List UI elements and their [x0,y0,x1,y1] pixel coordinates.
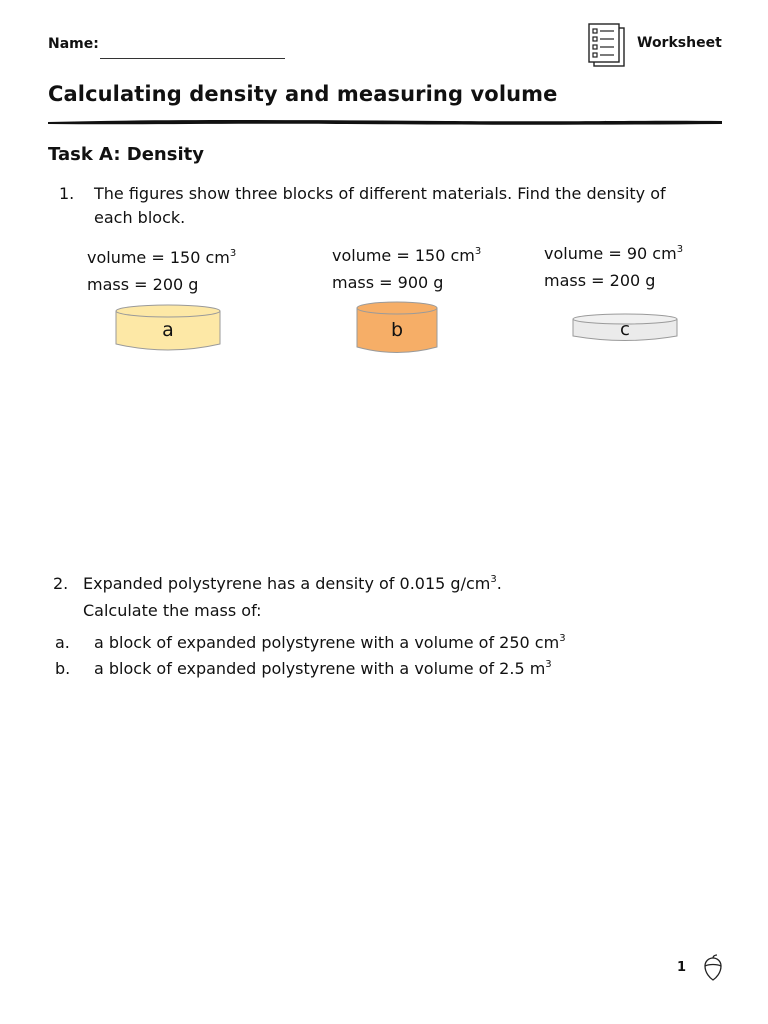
question-1-number: 1. [59,184,75,203]
block-c-label: c [620,319,630,340]
question-2a-text: a block of expanded polystyrene with a volume of 250 $cm^3$ [94,633,566,652]
question-1-line-2: each block. [94,208,186,227]
block-a-label: a [162,319,174,341]
block-c-mass: mass = 200 g [544,271,656,290]
question-2-number: 2. [53,574,69,593]
question-2b-text: a block of expanded polystyrene with a volume of 2.5 $m^3$ [94,659,552,678]
name-label: Name: [48,36,99,52]
block-b-label: b [390,319,404,341]
block-c-volume: volume = 90 $cm^3$ [544,244,684,263]
page-number: 1 [677,960,687,975]
title-divider [46,116,724,128]
block-b-volume: volume = 150 $cm^3$ [332,246,482,265]
page-title: Calculating density and measuring volume [48,82,558,106]
worksheet-label: Worksheet [637,35,722,51]
block-a-mass: mass = 200 g [87,275,199,294]
block-b-info [332,244,481,295]
question-2-line-2: Calculate the mass of: [83,601,262,620]
question-1-line-1: The figures show three blocks of different materials. Find the density of [94,184,666,203]
acorn-logo-icon [701,954,725,982]
block-c-info [544,242,683,293]
task-heading: Task A: Density [48,144,204,165]
block-b-mass: mass = 900 g [332,273,444,292]
block-a-volume: volume = 150 $cm^3$ [87,248,237,267]
worksheet-checklist-icon [586,22,630,68]
question-2a-label: a. [55,633,70,652]
question-2-text [83,572,502,623]
question-2-line-1: Expanded polystyrene has a density of 0.015 $g/cm^3$. [83,574,502,593]
question-1-text [94,182,666,230]
question-2b-label: b. [55,659,71,678]
block-a-info [87,246,236,297]
name-input-line[interactable] [100,58,285,59]
